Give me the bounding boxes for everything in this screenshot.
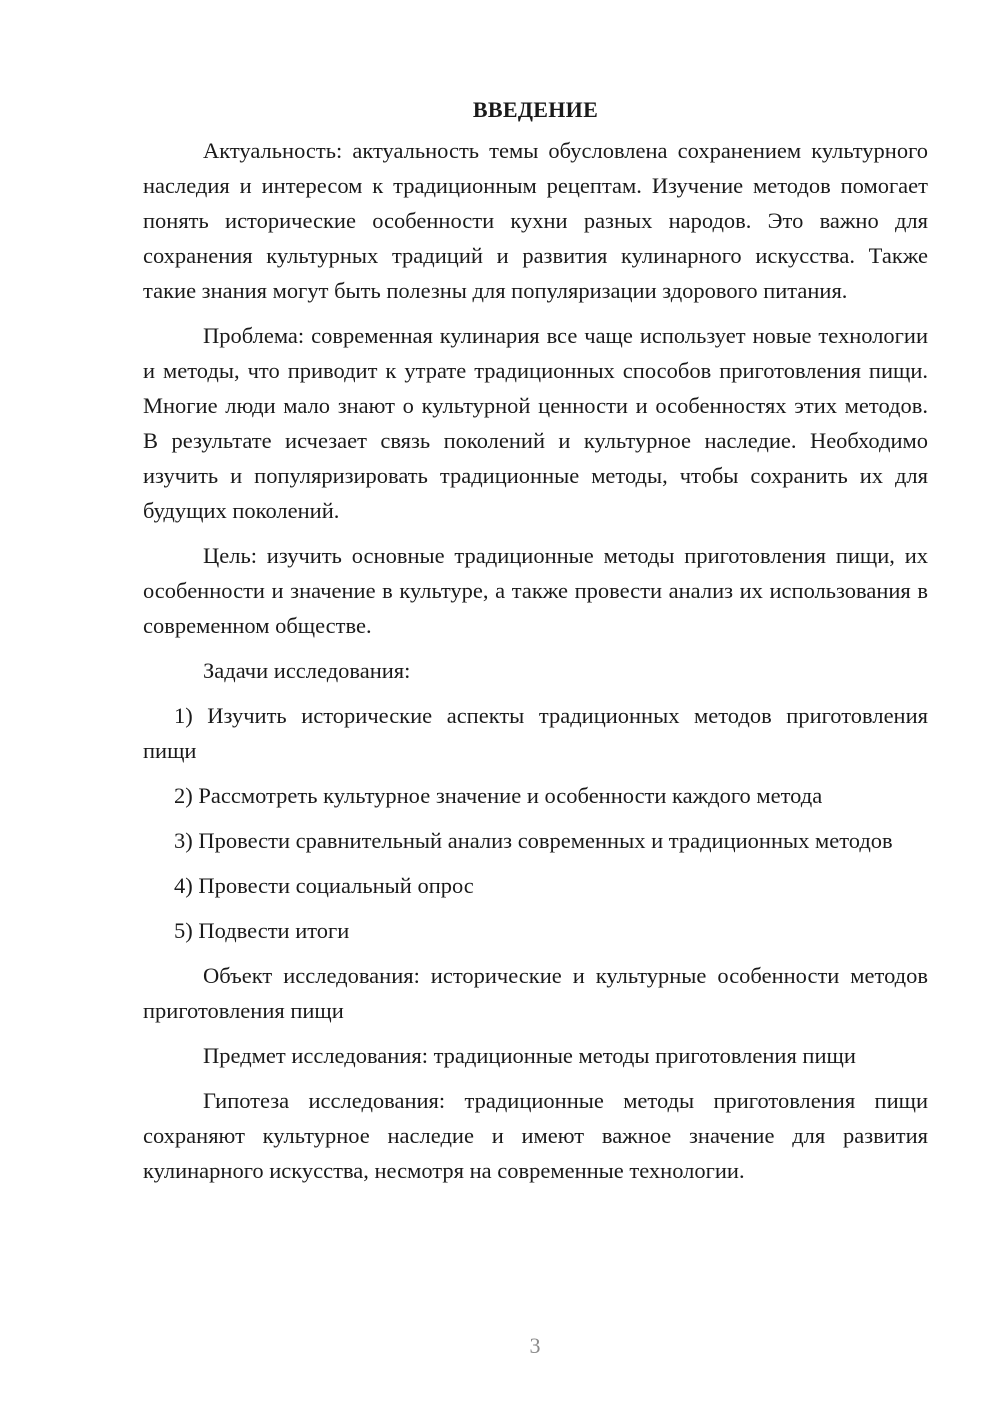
- paragraph-problem: Проблема: современная кулинария все чаще использует новые технологии и методы, что приводит к утрате традиционных способов приготовления пищи. Многие люди мало знают о культурной ценности и особенностях этих методов. В результате исчезает связь поколений и культурное наследие. Необходимо изучить и популяризировать традиционные методы, чтобы сохранить их для будущих поколений.: [143, 323, 928, 523]
- page-number: 3: [529, 1333, 541, 1358]
- paragraph-goal: Цель: изучить основные традиционные методы приготовления пищи, их особенности и значение в культуре, а также провести анализ их использования в современном обществе.: [143, 543, 928, 638]
- task-item-3: 3) Провести сравнительный анализ современных и традиционных методов: [174, 828, 893, 853]
- task-item-2: 2) Рассмотреть культурное значение и особенности каждого метода: [174, 783, 823, 808]
- paragraph-hypothesis: Гипотеза исследования: традиционные методы приготовления пищи сохраняют культурное наследие и имеют важное значение для развития кулинарного искусства, несмотря на современные технологии.: [143, 1088, 928, 1183]
- page-body: [143, 92, 928, 1198]
- tasks-heading: Задачи исследования:: [203, 658, 411, 683]
- section-title: ВВЕДЕНИЕ: [472, 97, 599, 122]
- task-item-5: 5) Подвести итоги: [174, 918, 350, 943]
- paragraph-relevance: Актуальность: актуальность темы обусловлена сохранением культурного наследия и интересом к традиционным рецептам. Изучение методов помогает понять исторические особенности кухни разных народов. Это важно для сохранения культурных традиций и развития кулинарного искусства. Также такие знания могут быть полезны для популяризации здорового питания.: [143, 138, 928, 303]
- task-item-4: 4) Провести социальный опрос: [174, 873, 474, 898]
- paragraph-subject: Предмет исследования: традиционные методы приготовления пищи: [203, 1043, 856, 1068]
- task-item-1: 1) Изучить исторические аспекты традиционных методов приготовления пищи: [143, 703, 928, 763]
- paragraph-object: Объект исследования: исторические и культурные особенности методов приготовления пищи: [143, 963, 928, 1023]
